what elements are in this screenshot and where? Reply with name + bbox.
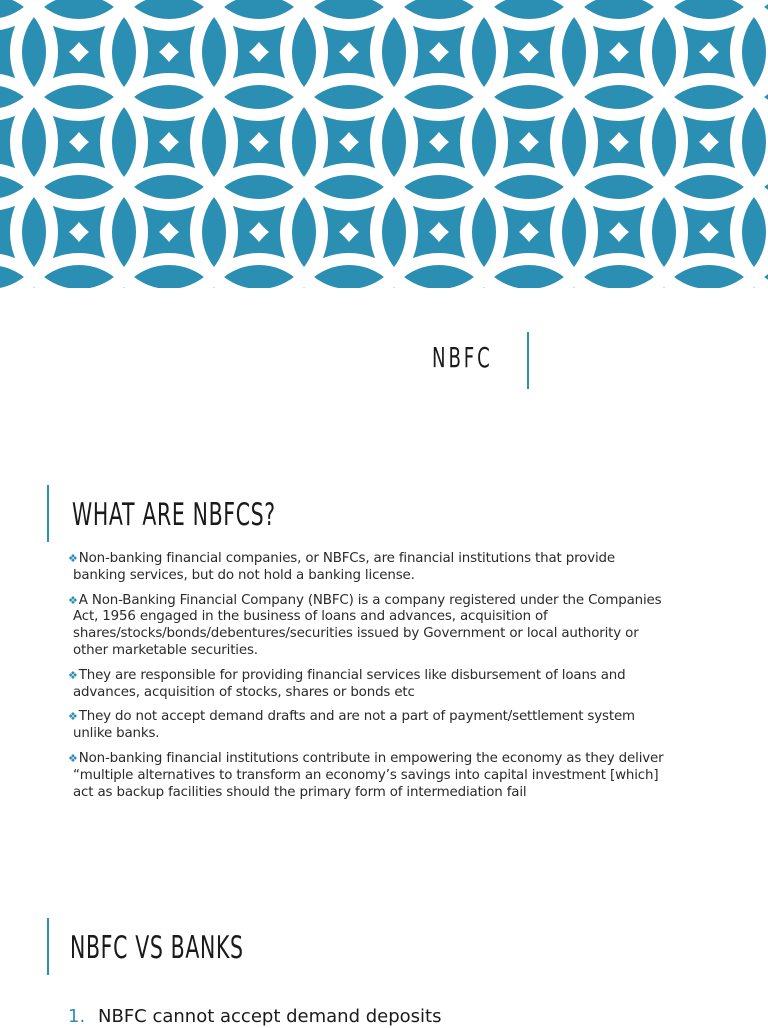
- diamond-bullet-icon: ❖: [68, 751, 78, 765]
- circle-lattice-pattern: [0, 0, 768, 288]
- list-item: ❖Non-banking financial institutions contribute in empowering the economy as they deliver “multiple alternatives to transform an economy’s savings into capital investment [which] act as backup facilities should the primary form of intermediation fail: [68, 750, 664, 800]
- list-item: ❖They do not accept demand drafts and are not a part of payment/settlement system unlike banks.: [68, 709, 635, 742]
- diamond-bullet-icon: ❖: [68, 710, 78, 724]
- bullet-list: [68, 551, 668, 809]
- section-heading-vs-banks: NBFC VS BANKS: [70, 930, 244, 966]
- list-item: ❖Non-banking financial companies, or NBFCs, are financial institutions that provide banking services, but do not hold a banking license.: [68, 551, 615, 583]
- list-number: 1.: [68, 1006, 86, 1027]
- section-heading-what-are: WHAT ARE NBFCS?: [72, 497, 276, 533]
- diamond-bullet-icon: ❖: [68, 593, 78, 607]
- list-item: ❖A Non-Banking Financial Company (NBFC) is a company registered under the Companies Act, 1956 engaged in the business of loans and advances, acquisition of shares/stocks/bonds/debentures/securities issued by Government or local authority or other marketable securities.: [68, 592, 662, 658]
- pattern-banner: [0, 0, 768, 288]
- slide-title: NBFC: [432, 341, 493, 374]
- list-item-text: NBFC cannot accept demand deposits: [98, 1006, 442, 1027]
- title-accent-bar: [527, 332, 529, 389]
- diamond-bullet-icon: ❖: [68, 668, 78, 682]
- list-item: ❖They are responsible for providing financial services like disbursement of loans and advances, acquisition of stocks, shares or bonds etc: [68, 667, 626, 700]
- heading-accent-bar: [47, 918, 49, 975]
- numbered-list: [68, 1006, 668, 1028]
- heading-accent-bar: [47, 485, 49, 542]
- diamond-bullet-icon: ❖: [68, 552, 78, 565]
- list-item: [68, 1006, 668, 1028]
